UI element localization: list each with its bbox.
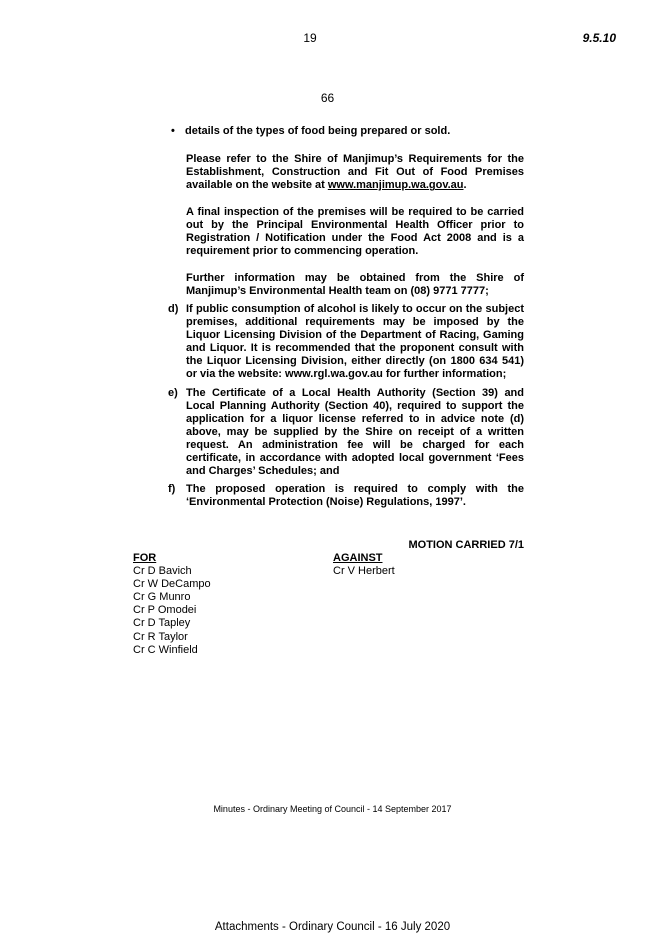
bullet-text: details of the types of food being prepared or sold. bbox=[185, 125, 451, 137]
inspection-paragraph: A final inspection of the premises will be required to be carried out by the Principal Environmental Health Officer prior to Registration / Notification under the Food Act 2008 and is a requirement prior to commencing operation. bbox=[186, 205, 524, 258]
note-letter: f) bbox=[168, 483, 176, 496]
refer-text: Please refer to the Shire of Manjimup’s Requirements for the Establishment, Construction and Fit Out of Food Premises available on the website at bbox=[186, 153, 524, 192]
advice-note-d bbox=[168, 303, 524, 382]
motion-result: MOTION CARRIED 7/1 bbox=[408, 539, 524, 551]
minutes-footer: Minutes - Ordinary Meeting of Council - 14 September 2017 bbox=[213, 804, 452, 814]
note-letter: d) bbox=[168, 302, 179, 315]
councillor-for: Cr W DeCampo bbox=[133, 578, 211, 591]
shire-website-link[interactable]: www.manjimup.wa.gov.au bbox=[327, 179, 464, 192]
against-heading: AGAINST bbox=[333, 552, 383, 564]
votes-against bbox=[333, 552, 395, 578]
councillor-for: Cr R Taylor bbox=[133, 630, 188, 643]
note-text: The Certificate of a Local Health Authority (Section 39) and Local Planning Authority (Section 40), required to support the application for a liquor license referred to in advice note (d) above, may be supplied by the Shire on receipt of a written request. An administration fee will be charged for each certificate, in accordance with adopted local government ‘Fees and Charges’ Schedules; and bbox=[186, 386, 524, 478]
inner-page-number: 66 bbox=[320, 91, 335, 105]
page-number: 19 bbox=[303, 31, 317, 45]
note-text: The proposed operation is required to comply with the ‘Environmental Protection (Noise) Regulations, 1997’. bbox=[186, 483, 524, 509]
advice-notes-block bbox=[168, 125, 524, 514]
councillor-for: Cr D Bavich bbox=[133, 565, 192, 578]
item-number: 9.5.10 bbox=[582, 31, 616, 45]
councillor-for: Cr P Omodei bbox=[133, 604, 197, 617]
councillor-for: Cr C Winfield bbox=[133, 643, 198, 656]
advice-note-f bbox=[168, 483, 524, 509]
votes-for bbox=[133, 552, 211, 657]
attachments-footer: Attachments - Ordinary Council - 16 July 2020 bbox=[214, 921, 451, 933]
councillor-for: Cr G Munro bbox=[133, 591, 191, 604]
refer-paragraph bbox=[168, 153, 524, 192]
councillor-for: Cr D Tapley bbox=[133, 617, 191, 630]
advice-note-e bbox=[168, 387, 524, 479]
for-heading: FOR bbox=[133, 552, 157, 564]
further-info-paragraph: Further information may be obtained from the Shire of Manjimup’s Environmental Health team on (08) 9771 7777; bbox=[186, 271, 524, 297]
note-letter: e) bbox=[168, 386, 178, 399]
bullet-marker: • bbox=[171, 125, 175, 137]
bullet-item bbox=[168, 125, 524, 138]
councillor-against: Cr V Herbert bbox=[333, 565, 395, 578]
note-text: If public consumption of alcohol is likely to occur on the subject premises, additional requirements may be imposed by the Liquor Licensing Division of the Department of Racing, Gaming and Liquor. It is recommended that the proponent consult with the Liquor Licensing Division, either directly (on 1800 634 541) or via the website: www.rgl.wa.gov.au for further information; bbox=[186, 302, 524, 381]
refer-text-end: . bbox=[463, 179, 467, 192]
